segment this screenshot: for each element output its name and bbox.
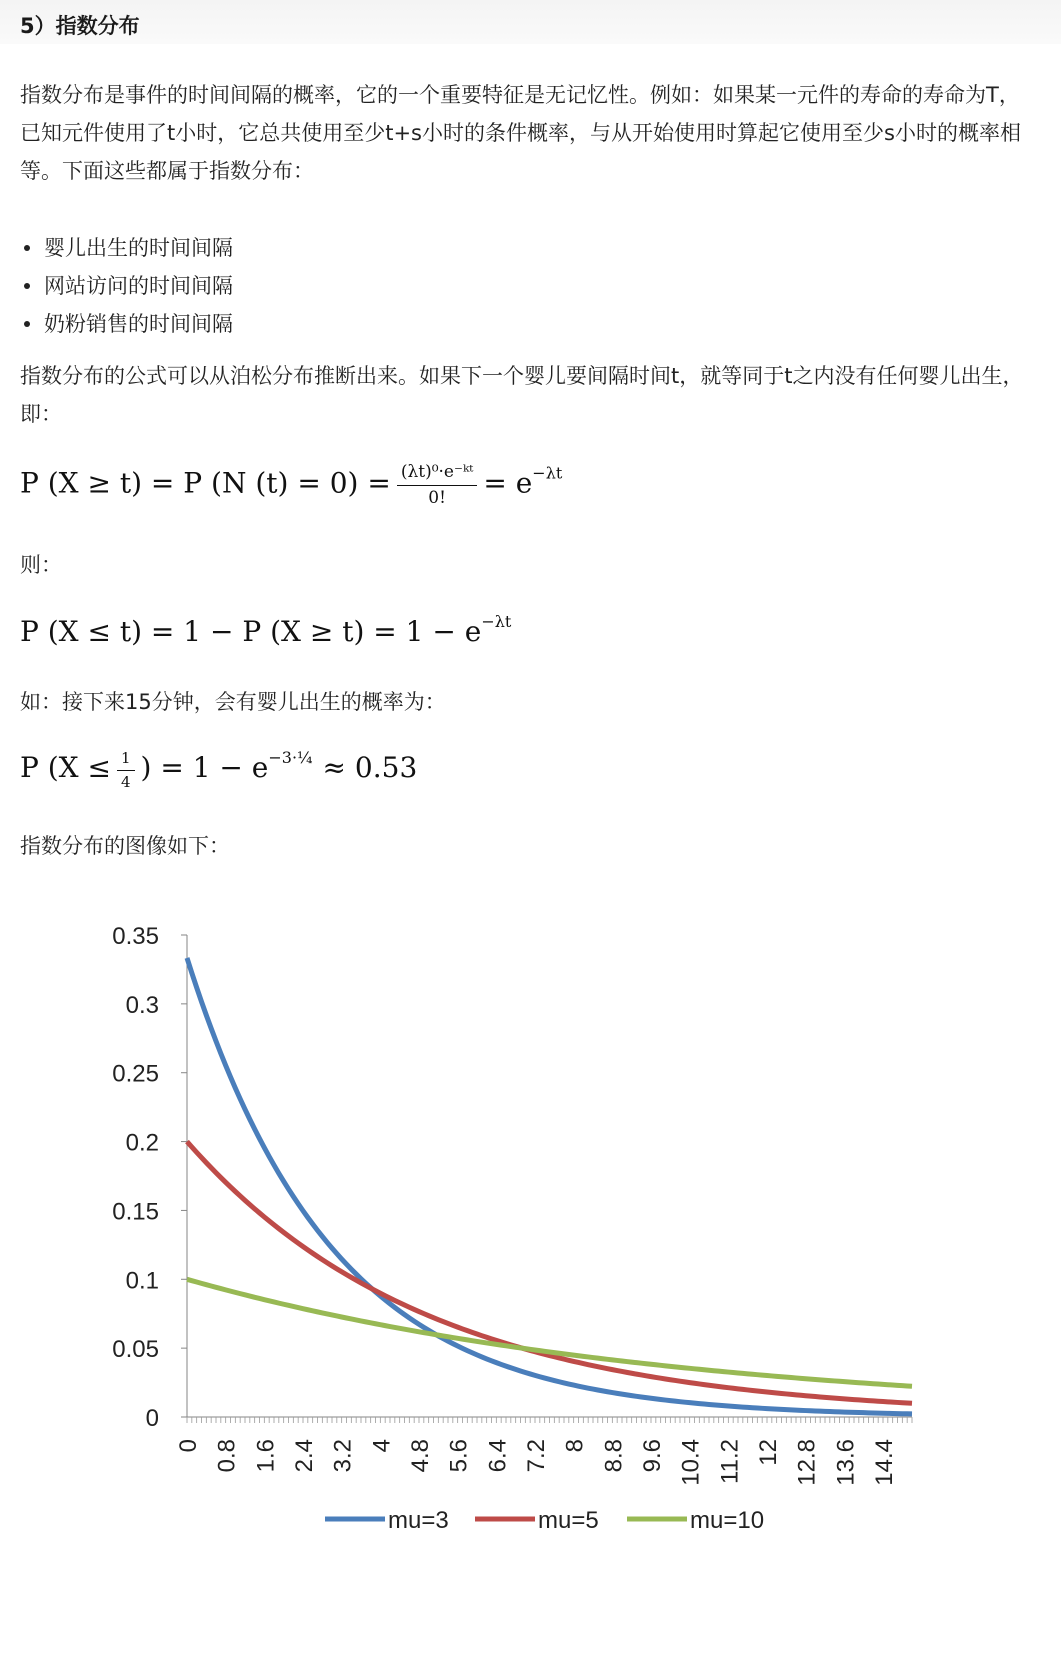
- bullet-icon: [24, 245, 30, 251]
- list-item: 婴儿出生的时间间隔: [20, 229, 233, 267]
- y-tick-label: 0.25: [112, 1060, 159, 1088]
- formula-fraction: [117, 749, 135, 791]
- x-tick-label: 5.6: [445, 1439, 473, 1473]
- y-tick-label: 0: [145, 1405, 159, 1432]
- heading-strip: [0, 0, 1061, 44]
- bullet-icon: [24, 321, 30, 327]
- figure-caption: 指数分布的图像如下：: [20, 834, 230, 858]
- y-tick-label: 0.3: [125, 991, 159, 1019]
- series-line-mu-5: [187, 1142, 912, 1404]
- legend-label: mu=5: [538, 1507, 599, 1534]
- then-label: 则：: [20, 553, 62, 577]
- y-tick-label: 0.15: [112, 1198, 159, 1226]
- series-line-mu-3: [187, 958, 912, 1414]
- list-item: 网站访问的时间间隔: [20, 267, 233, 305]
- section-heading: 5）指数分布: [20, 14, 140, 38]
- formula-text: ) = 1 − e: [140, 751, 269, 784]
- legend-label: mu=10: [690, 1507, 765, 1534]
- derivation-paragraph: 指数分布的公式可以从泊松分布推断出来。如果下一个婴儿要间隔时间t，就等同于t之内没有任何婴儿出生，即：: [20, 364, 1024, 426]
- formula-text: P (X ≤: [20, 751, 111, 784]
- x-tick-label: 3.2: [329, 1439, 357, 1473]
- fraction-denominator: 4: [120, 772, 131, 791]
- x-tick-label: 14.4: [871, 1439, 898, 1486]
- x-tick-label: 11.2: [716, 1439, 744, 1484]
- formula-text: = e: [483, 466, 533, 500]
- x-tick-label: 2.4: [291, 1439, 318, 1473]
- x-tick-label: 10.4: [677, 1439, 705, 1486]
- x-tick-label: 4: [368, 1439, 396, 1453]
- legend-label: mu=3: [388, 1507, 449, 1534]
- formula-text: ≈ 0.53: [322, 751, 418, 784]
- example-label: 如：接下来15分钟，会有婴儿出生的概率为：: [20, 690, 446, 714]
- x-tick-label: 13.6: [832, 1439, 860, 1486]
- x-tick-label: 1.6: [252, 1439, 280, 1473]
- x-tick-label: 8: [561, 1439, 589, 1453]
- fraction-denominator: 0!: [428, 488, 446, 508]
- fraction-numerator: 1: [117, 749, 135, 771]
- example-list: [20, 229, 233, 343]
- x-tick-label: 8.8: [600, 1439, 628, 1473]
- formula-exponent: −λt: [481, 612, 512, 631]
- formula-exponent: −3·¼: [268, 748, 313, 767]
- exponential-chart: [0, 915, 1061, 1615]
- y-tick-label: 0.2: [125, 1129, 159, 1157]
- x-tick-label: 9.6: [639, 1439, 666, 1473]
- formula-fraction: [397, 462, 478, 508]
- formula-poisson: [20, 462, 562, 508]
- formula-example: [20, 748, 417, 791]
- y-tick-label: 0.35: [112, 923, 159, 950]
- formula-cdf: [20, 612, 511, 648]
- x-tick-label: 0.8: [213, 1439, 241, 1473]
- list-item: 奶粉销售的时间间隔: [20, 305, 233, 343]
- y-tick-label: 0.1: [125, 1267, 159, 1295]
- x-tick-label: 12.8: [793, 1439, 821, 1486]
- x-tick-label: 12: [755, 1439, 782, 1466]
- intro-paragraph: 指数分布是事件的时间间隔的概率，它的一个重要特征是无记忆性。例如：如果某一元件的寿命的寿命为T，已知元件使用了t小时，它总共使用至少t+s小时的条件概率，与从开始使用时算起它使用至少s小时的概率相等。下面这些都属于指数分布：: [20, 83, 1021, 183]
- x-tick-label: 6.4: [484, 1439, 512, 1473]
- fraction-numerator: (λt)⁰·e⁻ᵏᵗ: [397, 462, 478, 486]
- chart-svg: [0, 915, 1061, 1615]
- formula-exponent: −λt: [532, 463, 563, 483]
- formula-text: P (X ≤ t) = 1 − P (X ≥ t) = 1 − e: [20, 615, 482, 648]
- x-tick-label: 7.2: [523, 1439, 550, 1473]
- series-line-mu-10: [187, 1279, 912, 1386]
- x-tick-label: 0: [175, 1439, 202, 1453]
- x-tick-label: 4.8: [407, 1439, 434, 1473]
- formula-text: P (X ≥ t) = P (N (t) = 0) =: [20, 466, 391, 500]
- y-tick-label: 0.05: [112, 1336, 159, 1364]
- bullet-icon: [24, 283, 30, 289]
